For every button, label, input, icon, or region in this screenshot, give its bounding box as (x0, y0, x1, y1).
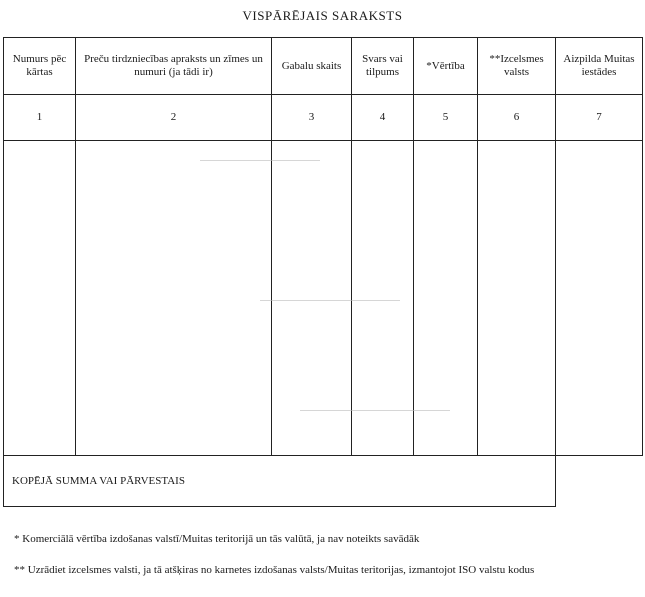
column-number-6: 6 (478, 95, 556, 141)
entry-cell-description[interactable] (76, 141, 272, 456)
column-header-origin: **Izcelsmes valsts (478, 38, 556, 95)
column-header-customs: Aizpilda Muitas iestādes (556, 38, 643, 95)
bleed-through-mark (300, 410, 450, 411)
entry-cell-customs[interactable] (556, 141, 643, 456)
bleed-through-mark (200, 160, 320, 161)
column-header-value: *Vērtība (414, 38, 478, 95)
total-label: KOPĒJĀ SUMMA VAI PĀRVESTAIS (4, 456, 556, 507)
entry-cell-number[interactable] (4, 141, 76, 456)
column-number-5: 5 (414, 95, 478, 141)
column-header-pieces: Gabalu skaits (272, 38, 352, 95)
column-number-2: 2 (76, 95, 272, 141)
entry-area-row (4, 141, 643, 456)
column-number-row (4, 95, 643, 141)
column-number-4: 4 (352, 95, 414, 141)
general-list-table (3, 37, 643, 507)
entry-cell-pieces[interactable] (272, 141, 352, 456)
column-header-number: Numurs pēc kārtas (4, 38, 76, 95)
bleed-through-mark (260, 300, 400, 301)
column-number-7: 7 (556, 95, 643, 141)
entry-cell-value[interactable] (414, 141, 478, 456)
header-row (4, 38, 643, 95)
column-number-1: 1 (4, 95, 76, 141)
total-blank-cell (556, 456, 643, 507)
entry-cell-weight[interactable] (352, 141, 414, 456)
footnote-origin: ** Uzrādiet izcelsmes valsti, ja tā atšķiras no karnetes izdošanas valsts/Muitas teritorijas, izmantojot ISO valstu kodus (14, 564, 535, 576)
column-header-weight: Svars vai tilpums (352, 38, 414, 95)
footnote-value: * Komerciālā vērtība izdošanas valstī/Muitas teritorijā un tās valūtā, ja nav noteikts savādāk (14, 533, 420, 545)
page-title: VISPĀRĒJAIS SARAKSTS (242, 8, 403, 23)
column-header-description: Preču tirdzniecības apraksts un zīmes un numuri (ja tādi ir) (76, 38, 272, 95)
total-row (4, 456, 643, 507)
column-number-3: 3 (272, 95, 352, 141)
entry-cell-origin[interactable] (478, 141, 556, 456)
